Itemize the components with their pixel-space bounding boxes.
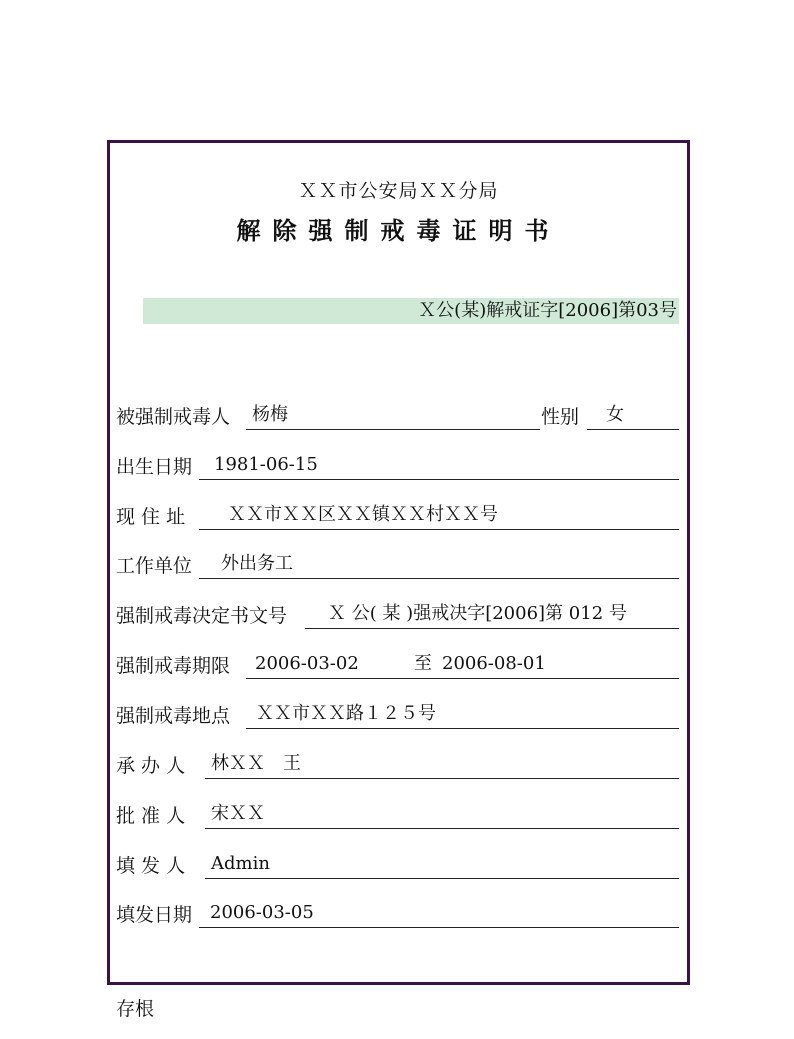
place-label: 强制戒毒地点 (116, 705, 231, 727)
period-to-label: 至 (414, 653, 432, 674)
work-unit-field[interactable] (199, 554, 679, 579)
approver-value: 宋ＸＸ (211, 803, 265, 824)
handler-value: 林ＸＸ 王 (211, 753, 301, 774)
person-label: 被强制戒毒人 (116, 406, 231, 428)
gender-field[interactable] (587, 405, 679, 430)
document-title: 解除强制戒毒证明书 (236, 216, 561, 245)
approver-label: 批 准 人 (116, 805, 186, 827)
address-value: ＸＸ市ＸＸ区ＸＸ镇ＸＸ村ＸＸ号 (228, 504, 498, 525)
work-unit-value: 外出务工 (221, 553, 293, 574)
birth-date-label: 出生日期 (116, 456, 193, 478)
period-start-value: 2006-03-02 (255, 653, 359, 674)
gender-value: 女 (606, 404, 624, 425)
period-field[interactable] (246, 654, 679, 679)
issue-date-field[interactable] (199, 903, 679, 928)
place-value: ＸＸ市ＸＸ路１２５号 (256, 703, 436, 724)
issuer-value: Admin (211, 853, 270, 874)
birth-date-value: 1981-06-15 (214, 454, 318, 475)
address-field[interactable] (199, 505, 679, 530)
birth-date-field[interactable] (199, 455, 679, 480)
stub-label: 存根 (116, 998, 155, 1020)
approver-field[interactable] (205, 804, 679, 829)
document-number-cell[interactable]: Ｘ公(某)解戒证字[2006]第03号 (143, 298, 679, 324)
person-value: 杨梅 (252, 404, 288, 425)
issue-date-label: 填发日期 (116, 904, 193, 926)
period-end-value: 2006-08-01 (442, 653, 546, 674)
issue-date-value: 2006-03-05 (210, 902, 314, 923)
gender-label: 性别 (541, 406, 580, 428)
issuer-label: 填 发 人 (116, 855, 186, 877)
address-label: 现 住 址 (116, 506, 186, 528)
period-label: 强制戒毒期限 (116, 655, 231, 677)
work-unit-label: 工作单位 (116, 555, 193, 577)
decision-number-label: 强制戒毒决定书文号 (116, 605, 288, 627)
place-field[interactable] (246, 704, 679, 729)
agency-name: ＸＸ市公安局ＸＸ分局 (298, 180, 499, 202)
person-field[interactable] (246, 405, 540, 430)
handler-field[interactable] (205, 754, 679, 779)
decision-number-field[interactable] (305, 604, 679, 629)
decision-number-value: Ｘ 公( 某 )强戒决字[2006]第 012 号 (328, 603, 627, 624)
handler-label: 承 办 人 (116, 755, 186, 777)
issuer-field[interactable] (205, 854, 679, 879)
